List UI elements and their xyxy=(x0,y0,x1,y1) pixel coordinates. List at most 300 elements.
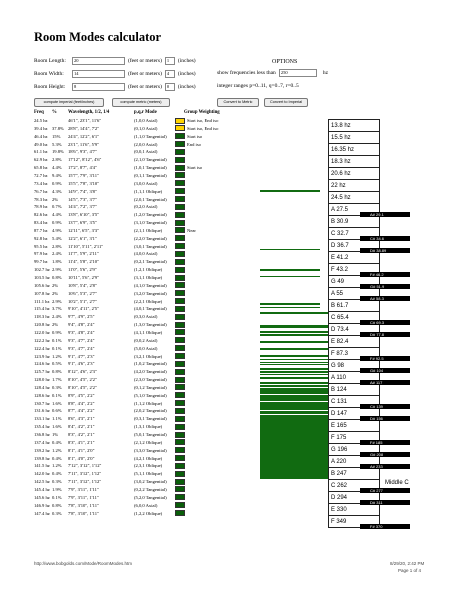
group-weight-cell xyxy=(175,479,185,485)
row-mode: (3,0,1 Tangential) xyxy=(134,243,167,249)
row-percent: 1.7% xyxy=(52,377,62,383)
row-percent: 2.4% xyxy=(52,251,62,257)
row-percent: 1.2% xyxy=(52,463,62,469)
group-weight-cell xyxy=(175,306,185,312)
mode-line xyxy=(260,368,328,370)
piano-black-key: D# 311 xyxy=(360,500,410,505)
row-mode: (1,0,0 Axial) xyxy=(134,118,158,123)
group-weight-cell xyxy=(175,259,185,265)
header-freq: Freq xyxy=(34,110,44,115)
row-wavelength: 10'8", 5'4", 2'8" xyxy=(68,282,97,288)
piano-white-key: D 147 xyxy=(328,407,380,420)
group-weight-cell xyxy=(175,298,185,304)
row-mode: (1,0,1 Tangential) xyxy=(134,165,167,171)
group-weight-cell xyxy=(175,204,185,210)
row-percent: 1.6% xyxy=(52,400,62,406)
row-wavelength: 8'6", 4'3", 2'1" xyxy=(68,416,95,422)
row-freq: 72.7 hz xyxy=(34,172,48,178)
length-row xyxy=(34,56,196,65)
row-mode: (0,1,1 Tangential) xyxy=(134,172,167,178)
row-percent: 5.4% xyxy=(52,235,62,241)
row-wavelength: 11'7", 5'9", 2'11" xyxy=(68,251,99,257)
row-freq: 128.6 hz xyxy=(34,392,50,398)
group-weight-cell xyxy=(175,353,185,359)
footer-url[interactable]: http://www.bobgolds.com/Mode/RoomModes.htm xyxy=(34,561,133,566)
mode-line xyxy=(260,412,328,414)
show-freq-unit: hz xyxy=(322,70,329,76)
height-inches-input[interactable]: 0 xyxy=(165,83,175,91)
row-percent: 0.8% xyxy=(52,502,62,508)
row-wavelength: 8'3", 4'1", 2'1" xyxy=(68,439,95,445)
row-percent: 0.3% xyxy=(52,384,62,390)
piano-white-key: 18.3 hz xyxy=(328,155,380,168)
row-freq: 102.7 hz xyxy=(34,267,50,273)
piano-white-key: B 61.7 xyxy=(328,299,380,312)
row-wavelength: 9'7", 4'9", 2'5" xyxy=(68,314,95,320)
piano-white-key: E 165 xyxy=(328,419,380,432)
header-pct: % xyxy=(52,110,57,115)
row-percent: 0.4% xyxy=(52,439,62,445)
row-wavelength: 11'10", 5'11", 2'11" xyxy=(68,243,104,249)
group-weight-cell xyxy=(175,188,185,194)
row-wavelength: 24'4", 12'2", 6'1" xyxy=(68,133,100,139)
row-percent: 0.1% xyxy=(52,337,62,343)
show-freq-label: show frequencies less than xyxy=(217,70,276,76)
mode-line xyxy=(260,382,328,384)
piano-white-key: 24.5 hz xyxy=(328,191,380,204)
width-inches-input[interactable]: 4 xyxy=(165,70,175,78)
group-weight-cell xyxy=(175,439,185,445)
row-freq: 146.9 hz xyxy=(34,502,50,508)
row-wavelength: 8'4", 4'2", 2'1" xyxy=(68,424,95,430)
row-mode: (1,1,2 Oblique) xyxy=(134,400,163,406)
show-freq-row xyxy=(217,69,328,77)
row-percent: 1% xyxy=(52,432,59,437)
row-wavelength: 9'3", 4'7", 2'4" xyxy=(68,337,95,343)
row-freq: 82.6 hz xyxy=(34,212,48,218)
row-mode: (1,0,2 Tangential) xyxy=(134,361,167,367)
piano-white-key: C 262 xyxy=(328,479,380,492)
height-hint: (feet or meters) xyxy=(128,83,162,90)
row-wavelength: 11'4", 5'8", 2'10" xyxy=(68,259,99,265)
mode-line xyxy=(260,374,328,376)
row-wavelength: 13'8", 6'10", 3'5" xyxy=(68,212,100,218)
row-freq: 99.7 hz xyxy=(34,259,48,265)
row-wavelength: 15'5", 7'8", 3'10" xyxy=(68,180,100,186)
piano-white-key: F 175 xyxy=(328,431,380,444)
integer-ranges-text: integer ranges p=0..11, q=0..7, r=0..5 xyxy=(217,83,299,89)
row-group: Start iso xyxy=(187,165,203,171)
piano-black-key: A# 233 xyxy=(360,464,410,469)
row-mode: (3,1,1 Oblique) xyxy=(134,275,163,280)
group-weight-cell xyxy=(175,463,185,469)
row-wavelength: 7'8", 3'10", 1'11" xyxy=(68,510,99,516)
row-percent: 2.4% xyxy=(52,314,62,320)
height-input[interactable]: 8 xyxy=(72,83,125,91)
group-weight-cell xyxy=(175,361,185,367)
width-unit: (inches) xyxy=(177,70,196,77)
row-percent: 0.4% xyxy=(52,471,62,477)
piano-white-key: G 196 xyxy=(328,443,380,456)
row-freq: 76.7 hz xyxy=(34,188,48,194)
row-mode: (2,1,1 Oblique) xyxy=(134,227,163,233)
row-wavelength: 11'0", 5'6", 2'9" xyxy=(68,267,97,273)
row-percent: 5.3% xyxy=(52,141,62,147)
row-wavelength: 8'10", 4'5", 2'2" xyxy=(68,377,97,383)
piano-black-key: A# 58.3 xyxy=(360,296,410,301)
row-freq: 123.9 hz xyxy=(34,353,50,359)
piano-white-key: E 330 xyxy=(328,503,380,516)
row-mode: (3,1,0 Tangential) xyxy=(134,220,167,226)
row-mode: (5,1,1 Oblique) xyxy=(134,471,163,477)
row-percent: 0.5% xyxy=(52,361,62,367)
width-hint: (feet or meters) xyxy=(128,70,162,77)
row-mode: (2,0,2 Tangential) xyxy=(134,408,167,414)
row-mode: (0,0,1 Axial) xyxy=(134,149,158,155)
row-wavelength: 10'2", 5'1", 2'7" xyxy=(68,298,97,304)
row-wavelength: 10'11", 5'6", 2'9" xyxy=(68,275,99,280)
row-freq: 137.4 hz xyxy=(34,439,50,445)
row-freq: 73.4 hz xyxy=(34,180,48,186)
row-wavelength: 8'12", 4'6", 2'3" xyxy=(68,369,97,375)
piano-black-key: G# 208 xyxy=(360,452,410,457)
row-wavelength: 8'3", 4'2", 2'1" xyxy=(68,432,95,437)
row-percent: 4.4% xyxy=(52,165,62,171)
row-wavelength: 8'9", 4'5", 2'2" xyxy=(68,392,95,398)
row-wavelength: 8'8", 4'4", 2'2" xyxy=(68,400,95,406)
mode-line xyxy=(260,359,328,361)
row-mode: (0,2,0 Axial) xyxy=(134,204,158,210)
row-mode: (2,3,1 Oblique) xyxy=(134,463,163,469)
length-unit: (inches) xyxy=(177,57,196,64)
group-weight-cell xyxy=(175,377,185,383)
piano-white-key: F 43.2 xyxy=(328,263,380,276)
row-wavelength: 8'10", 4'5", 2'2" xyxy=(68,384,97,390)
row-mode: (4,2,0 Tangential) xyxy=(134,369,167,375)
row-freq: 105.6 hz xyxy=(34,282,50,288)
group-weight-cell xyxy=(175,290,185,296)
row-freq: 139.2 hz xyxy=(34,447,50,453)
row-wavelength: 14'4", 7'2", 3'7" xyxy=(68,204,97,210)
mode-line xyxy=(260,385,328,387)
row-percent: 0.8% xyxy=(52,275,62,280)
row-wavelength: 9'1", 4'7", 2'3" xyxy=(68,353,95,359)
mode-line xyxy=(260,335,328,337)
piano-black-key: D# 38.89 xyxy=(360,248,410,253)
row-percent: 0.7% xyxy=(52,204,62,210)
row-mode: (2,1,0 Tangential) xyxy=(134,157,167,163)
row-freq: 118.3 hz xyxy=(34,314,50,320)
row-percent: 0.3% xyxy=(52,479,62,485)
piano-white-key: B 30.9 xyxy=(328,215,380,228)
length-input[interactable]: 20 xyxy=(72,57,125,65)
mode-line xyxy=(260,326,328,328)
group-weight-cell xyxy=(175,424,185,430)
row-percent: 1.1% xyxy=(52,416,62,422)
row-wavelength: 13'7", 6'9", 3'5" xyxy=(68,220,97,226)
row-percent: 3.7% xyxy=(52,306,62,312)
width-label: Room Width: xyxy=(34,70,64,77)
piano-black-key: C# 139 xyxy=(360,404,410,409)
mode-line xyxy=(260,342,328,344)
row-percent: 1.2% xyxy=(52,447,62,453)
row-wavelength: 18'6", 9'3", 4'7" xyxy=(68,149,97,155)
row-percent: 1.2% xyxy=(52,353,62,359)
mode-line xyxy=(260,348,328,350)
compute-imperial-button[interactable]: compute imperial (feet/inches) xyxy=(34,98,104,107)
row-percent: 0.8% xyxy=(52,369,62,375)
row-wavelength: 17'12", 8'12", 4'6" xyxy=(68,157,102,163)
row-percent: 2.8% xyxy=(52,157,62,163)
row-freq: 133.1 hz xyxy=(34,416,50,422)
piano-black-key: F# 185 xyxy=(360,440,410,445)
height-unit: (inches) xyxy=(177,83,196,90)
piano-black-key: A# 29.1 xyxy=(360,212,410,217)
row-mode: (2,1,2 Oblique) xyxy=(134,439,163,445)
row-percent: 2% xyxy=(52,282,59,288)
row-mode: (2,2,1 Oblique) xyxy=(134,298,163,304)
group-weight-cell xyxy=(175,510,185,516)
row-freq: 145.6 hz xyxy=(34,494,50,500)
piano-white-key: G 49 xyxy=(328,275,380,288)
row-percent: 0.9% xyxy=(52,220,62,226)
row-freq: 122.2 hz xyxy=(34,337,50,343)
piano-white-key: A 110 xyxy=(328,371,380,384)
row-mode: (5,2,0 Tangential) xyxy=(134,494,167,500)
row-mode: (5,0,1 Tangential) xyxy=(134,432,167,437)
group-weight-cell xyxy=(175,227,185,233)
compute-metric-button[interactable]: compute metric (meters) xyxy=(112,98,170,107)
footer-date: 8/29/20, 2:42 PM xyxy=(390,561,425,566)
row-percent: 4.3% xyxy=(52,188,62,194)
row-wavelength: 7'12", 3'12", 1'12" xyxy=(68,463,102,469)
row-freq: 125.7 hz xyxy=(34,369,50,375)
row-freq: 83.4 hz xyxy=(34,220,48,226)
row-freq: 122.0 hz xyxy=(34,329,50,335)
row-freq: 141.5 hz xyxy=(34,463,50,469)
row-freq: 147.4 hz xyxy=(34,510,50,516)
row-percent: 4.9% xyxy=(52,227,62,233)
row-freq: 142.5 hz xyxy=(34,479,50,485)
mode-line xyxy=(260,408,328,410)
group-weight-cell xyxy=(175,196,185,202)
row-mode: (1,3,0 Tangential) xyxy=(134,322,167,328)
row-group: End iso xyxy=(187,141,201,147)
convert-imperial-button[interactable]: Convert to Imperial xyxy=(264,98,308,107)
row-percent: 2% xyxy=(52,322,59,328)
piano-black-key: D# 77.8 xyxy=(360,332,410,337)
group-weight-cell xyxy=(175,408,185,414)
piano-white-key: 16.35 hz xyxy=(328,143,380,156)
row-percent: 19.8% xyxy=(52,149,64,155)
row-wavelength: 9'3", 4'7", 2'4" xyxy=(68,345,95,351)
group-weight-cell xyxy=(175,447,185,453)
row-mode: (3,0,2 Tangential) xyxy=(134,479,167,485)
group-weight-cell xyxy=(175,432,185,438)
row-freq: 111.1 hz xyxy=(34,298,50,304)
piano-white-key: C 32.7 xyxy=(328,227,380,240)
mode-line xyxy=(260,364,328,366)
row-percent: 0.4% xyxy=(52,455,62,461)
row-wavelength: 7'11", 3'12", 1'12" xyxy=(68,471,102,477)
row-wavelength: 9'4", 4'8", 2'4" xyxy=(68,322,95,328)
group-weight-cell xyxy=(175,141,185,147)
group-weight-cell xyxy=(175,118,185,124)
piano-black-key: C# 277 xyxy=(360,488,410,493)
group-weight-cell xyxy=(175,314,185,320)
row-freq: 107.8 hz xyxy=(34,290,50,296)
row-freq: 87.7 hz xyxy=(34,227,48,233)
row-wavelength: 14'9", 7'4", 3'8" xyxy=(68,188,97,194)
row-freq: 61.1 hz xyxy=(34,149,48,155)
row-mode: (3,2,1 Oblique) xyxy=(134,353,163,359)
piano-white-key: D 73.4 xyxy=(328,323,380,336)
row-freq: 122.4 hz xyxy=(34,345,50,351)
row-wavelength: 14'5", 7'3", 3'7" xyxy=(68,196,97,202)
row-percent: 37.8% xyxy=(52,125,64,131)
row-wavelength: 8'7", 4'4", 2'2" xyxy=(68,408,95,414)
row-mode: (5,1,0 Tangential) xyxy=(134,392,167,398)
piano-white-key: B 124 xyxy=(328,383,380,396)
row-percent: 0.9% xyxy=(52,180,62,186)
options-title: OPTIONS xyxy=(272,59,298,65)
group-weight-cell xyxy=(175,494,185,500)
row-freq: 95.5 hz xyxy=(34,243,48,249)
piano-black-key: A# 117 xyxy=(360,380,410,385)
group-weight-cell xyxy=(175,322,185,328)
row-mode: (1,2,0 Tangential) xyxy=(134,212,167,218)
piano-white-key: E 82.4 xyxy=(328,335,380,348)
mode-line xyxy=(260,312,328,314)
row-wavelength: 28'8", 14'4", 7'2" xyxy=(68,125,100,131)
piano-black-key: F# 92.5 xyxy=(360,356,410,361)
piano-white-key: 20.6 hz xyxy=(328,167,380,180)
mode-line xyxy=(260,249,320,251)
piano-black-key: F# 46.2 xyxy=(360,272,410,277)
piano-white-key: F 87.3 xyxy=(328,347,380,360)
row-freq: 97.9 hz xyxy=(34,251,48,257)
group-weight-cell xyxy=(175,251,185,257)
group-weight-cell xyxy=(175,125,185,131)
row-group: Start iso xyxy=(187,133,203,139)
row-wavelength: 17'2", 8'7", 4'4" xyxy=(68,165,97,171)
header-wavelength: Wavelength, 1/2, 1/4 xyxy=(68,110,110,115)
row-mode: (4,1,1 Oblique) xyxy=(134,329,163,335)
piano-white-key: A 55 xyxy=(328,287,380,300)
row-percent: 15% xyxy=(52,133,61,139)
row-freq: 120.8 hz xyxy=(34,322,50,328)
row-mode: (2,0,0 Axial) xyxy=(134,141,158,147)
row-mode: (1,2,2 Oblique) xyxy=(134,510,163,516)
group-weight-cell xyxy=(175,149,185,155)
row-percent: 0.1% xyxy=(52,392,62,398)
piano-white-key: G 98 xyxy=(328,359,380,372)
piano-white-key: B 247 xyxy=(328,467,380,480)
row-mode: (5,0,0 Axial) xyxy=(134,345,158,351)
height-row xyxy=(34,82,196,91)
group-weight-cell xyxy=(175,165,185,171)
width-row xyxy=(34,69,196,78)
piano-keyboard xyxy=(328,119,387,529)
row-freq: 139.8 hz xyxy=(34,455,50,461)
mode-line xyxy=(260,371,328,373)
page-title: Room Modes calculator xyxy=(34,30,162,44)
row-freq: 128.0 hz xyxy=(34,377,50,383)
row-freq: 136.8 hz xyxy=(34,432,50,437)
group-weight-cell xyxy=(175,384,185,390)
piano-white-key: E 41.2 xyxy=(328,251,380,264)
row-mode: (2,2,0 Tangential) xyxy=(134,235,167,241)
mode-density-histogram xyxy=(260,119,328,525)
piano-white-key: 22 hz xyxy=(328,179,380,192)
row-mode: (1,2,1 Oblique) xyxy=(134,267,163,273)
row-percent: 2.8% xyxy=(52,243,62,249)
row-mode: (1,1,0 Tangential) xyxy=(134,133,167,139)
convert-metric-button[interactable]: Convert to Metric xyxy=(217,98,259,107)
piano-white-key: D 294 xyxy=(328,491,380,504)
row-freq: 65.8 hz xyxy=(34,165,48,171)
row-percent: 9.4% xyxy=(52,172,62,178)
length-inches-input[interactable]: 1 xyxy=(165,57,175,65)
group-weight-cell xyxy=(175,133,185,139)
mode-line xyxy=(260,276,320,278)
group-weight-cell xyxy=(175,471,185,477)
row-percent: 0.6% xyxy=(52,408,62,414)
row-freq: 39.4 hz xyxy=(34,125,48,131)
row-percent: 0.1% xyxy=(52,494,62,500)
group-weight-cell xyxy=(175,345,185,351)
row-mode: (2,0,1 Tangential) xyxy=(134,196,167,202)
row-freq: 49.0 hz xyxy=(34,141,48,147)
mode-line xyxy=(260,303,320,305)
row-percent: 0.3% xyxy=(52,510,62,516)
piano-white-key: C 65.4 xyxy=(328,311,380,324)
middle-c-label: Middle C xyxy=(385,480,409,486)
row-mode: (1,1,1 Oblique) xyxy=(134,188,163,194)
row-freq: 103.5 hz xyxy=(34,275,50,280)
group-weight-cell xyxy=(175,486,185,492)
group-weight-cell xyxy=(175,275,185,281)
row-wavelength: 9'1", 4'6", 2'3" xyxy=(68,361,95,367)
width-input[interactable]: 14 xyxy=(72,70,125,78)
row-mode: (0,3,1 Tangential) xyxy=(134,416,167,422)
row-wavelength: 7'8", 3'10", 1'11" xyxy=(68,502,99,508)
group-weight-cell xyxy=(175,180,185,186)
row-wavelength: 7'11", 3'12", 1'12" xyxy=(68,479,102,485)
row-percent: 4.4% xyxy=(52,212,62,218)
row-freq: 24.5 hz xyxy=(34,118,48,123)
piano-black-key: F# 370 xyxy=(360,524,410,529)
row-wavelength: 12'11", 6'5", 3'3" xyxy=(68,227,99,233)
row-freq: 142.0 hz xyxy=(34,471,50,477)
row-percent: 1.9% xyxy=(52,486,62,492)
height-label: Room Height: xyxy=(34,83,66,90)
row-group: Near xyxy=(187,227,196,233)
piano-white-key: F 349 xyxy=(328,515,380,528)
row-freq: 135.4 hz xyxy=(34,424,50,430)
group-weight-cell xyxy=(175,369,185,375)
row-freq: 145.4 hz xyxy=(34,486,50,492)
group-weight-cell xyxy=(175,329,185,335)
show-freq-input[interactable]: 250 xyxy=(279,69,317,77)
piano-black-key: C# 69.3 xyxy=(360,320,410,325)
row-group: Start iso, End iso xyxy=(187,125,219,131)
row-freq: 78.3 hz xyxy=(34,196,48,202)
row-freq: 78.9 hz xyxy=(34,204,48,210)
row-wavelength: 23'1", 11'6", 5'9" xyxy=(68,141,99,147)
header-mode: p,q,r Mode xyxy=(134,110,157,115)
row-percent: 2.9% xyxy=(52,298,62,304)
